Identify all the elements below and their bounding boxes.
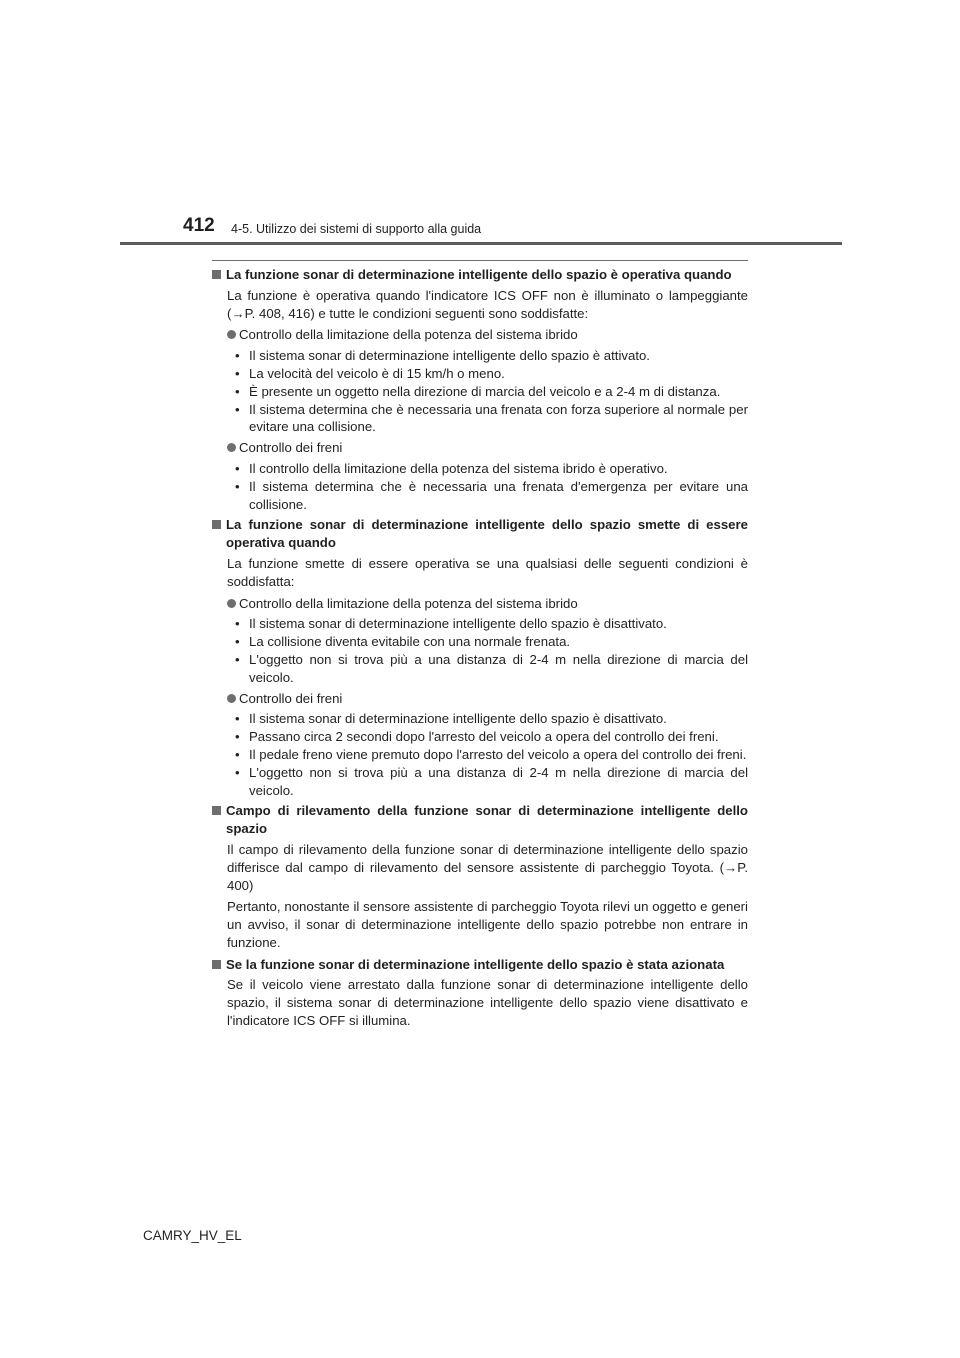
subsection-heading: Controllo dei freni <box>227 439 748 457</box>
list-item: • L'oggetto non si trova più a una distanza di 2-4 m nella direzione di marcia del veicolo. <box>235 651 748 685</box>
paragraph: Se il veicolo viene arrestato dalla funzione sonar di determinazione intelligente dello spazio, il sistema sonar di determinazione intelligente dello spazio viene disattivato e l'indicatore ICS OFF si illumina. <box>227 977 748 1029</box>
circle-bullet-icon <box>227 694 236 703</box>
page-content <box>212 266 748 1034</box>
paragraph: La funzione smette di essere operativa se una qualsiasi delle seguenti condizioni è soddisfatta: <box>227 555 748 589</box>
square-bullet-icon <box>212 520 221 529</box>
bullet-list <box>235 460 748 513</box>
bullet-list <box>235 710 748 799</box>
header-rule <box>120 242 842 245</box>
bullet-list <box>235 615 748 686</box>
list-item: • Il sistema sonar di determinazione intelligente dello spazio è attivato. <box>235 348 650 364</box>
list-item: • Il pedale freno viene premuto dopo l'arresto del veicolo a opera del controllo dei freni. <box>235 746 747 762</box>
list-item: • L'oggetto non si trova più a una distanza di 2-4 m nella direzione di marcia del veicolo. <box>235 764 748 798</box>
list-item: • La collisione diventa evitabile con una normale frenata. <box>235 634 571 650</box>
section-title: 4-5. Utilizzo dei sistemi di supporto alla guida <box>231 222 482 236</box>
circle-bullet-icon <box>227 599 236 608</box>
list-item: • Il controllo della limitazione della potenza del sistema ibrido è operativo. <box>235 460 668 476</box>
square-bullet-icon <box>212 270 221 279</box>
list-item: • È presente un oggetto nella direzione di marcia del veicolo e a 2-4 m di distanza. <box>235 383 721 399</box>
page-number: 412 <box>183 215 215 236</box>
content-top-rule <box>212 260 748 261</box>
bullet-list <box>235 347 748 436</box>
circle-bullet-icon <box>227 330 236 339</box>
section-heading: La funzione sonar di determinazione intelligente dello spazio è operativa quando <box>212 266 748 284</box>
list-item: • Il sistema sonar di determinazione intelligente dello spazio è disattivato. <box>235 711 667 727</box>
subsection-heading: Controllo dei freni <box>227 690 748 708</box>
paragraph: La funzione è operativa quando l'indicatore ICS OFF non è illuminato o lampeggiante (→P. 408, 416) e tutte le condizioni seguenti sono soddisfatte: <box>227 287 748 321</box>
paragraph: Pertanto, nonostante il sensore assistente di parcheggio Toyota rilevi un oggetto e generi un avviso, il sonar di determinazione intelligente dello spazio potrebbe non entrare in funzione. <box>227 899 748 950</box>
section-heading: Se la funzione sonar di determinazione intelligente dello spazio è stata azionata <box>212 956 748 974</box>
footer-code: CAMRY_HV_EL <box>143 1228 242 1243</box>
list-item: • Il sistema sonar di determinazione intelligente dello spazio è disattivato. <box>235 616 667 632</box>
section-heading: La funzione sonar di determinazione intelligente dello spazio smette di essere operativa quando <box>212 516 748 552</box>
subsection-heading: Controllo della limitazione della potenza del sistema ibrido <box>227 595 748 613</box>
paragraph: Il campo di rilevamento della funzione sonar di determinazione intelligente dello spazio differisce dal campo di rilevamento del sensore assistente di parcheggio Toyota. (→P. 400) <box>227 841 748 893</box>
list-item: • Il sistema determina che è necessaria una frenata con forza superiore al normale per evitare una collisione. <box>235 401 748 435</box>
list-item: • La velocità del veicolo è di 15 km/h o meno. <box>235 365 505 381</box>
square-bullet-icon <box>212 806 221 815</box>
square-bullet-icon <box>212 960 221 969</box>
list-item: • Passano circa 2 secondi dopo l'arresto del veicolo a opera del controllo dei freni. <box>235 729 719 745</box>
list-item: • Il sistema determina che è necessaria una frenata d'emergenza per evitare una collisione. <box>235 478 748 512</box>
subsection-heading: Controllo della limitazione della potenza del sistema ibrido <box>227 326 748 344</box>
section-heading: Campo di rilevamento della funzione sonar di determinazione intelligente dello spazio <box>212 802 748 838</box>
circle-bullet-icon <box>227 443 236 452</box>
